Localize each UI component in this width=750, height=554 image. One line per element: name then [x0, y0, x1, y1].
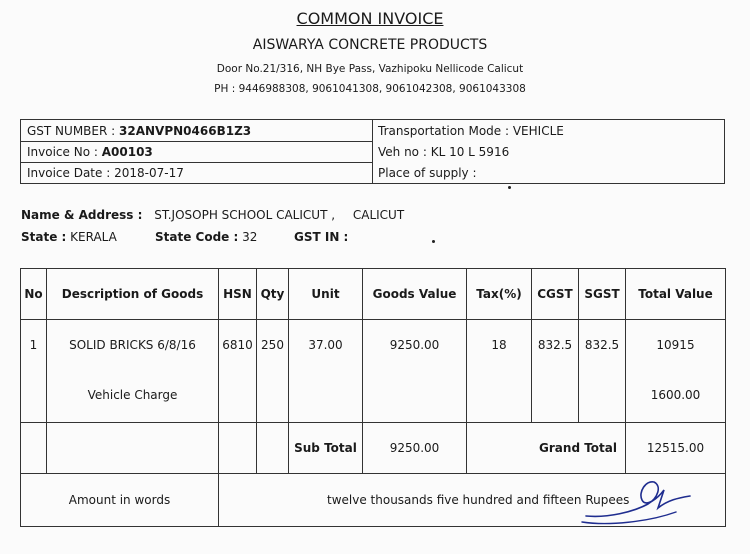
invoice-date: Invoice Date : 2018-07-17 — [27, 166, 184, 180]
state-label: State : — [21, 230, 67, 244]
state-value: KERALA — [70, 230, 117, 244]
invoice-header-box — [20, 119, 725, 184]
name-address-label: Name & Address : — [21, 208, 143, 222]
company-name: AISWARYA CONCRETE PRODUCTS — [252, 37, 488, 53]
gstin-info — [294, 230, 348, 244]
row-no: 1 — [29, 338, 38, 352]
sub-total-label: Sub Total — [289, 423, 363, 474]
company-address: Door No.21/316, NH Bye Pass, Vazhipoku Nellicode Calicut — [216, 63, 524, 75]
col-header-tax: Tax(%) — [467, 269, 532, 320]
row-tax: 18 — [491, 338, 507, 352]
gst-number-value: 32ANVPN0466B1Z3 — [119, 124, 252, 138]
table-row — [21, 320, 726, 423]
vehicle-number: Veh no : KL 10 L 5916 — [378, 145, 510, 159]
gst-number: GST NUMBER : 32ANVPN0466B1Z3 — [27, 124, 252, 138]
invoice-date-value: 2018-07-17 — [114, 166, 184, 180]
col-header-goods-value: Goods Value — [363, 269, 467, 320]
col-header-hsn: HSN — [219, 269, 257, 320]
state-code-value: 32 — [242, 230, 258, 244]
row-sgst: 832.5 — [584, 338, 620, 352]
row-cgst: 832.5 — [537, 338, 573, 352]
transport-mode-value: VEHICLE — [512, 124, 564, 138]
invoice-title: COMMON INVOICE — [296, 9, 444, 28]
col-header-total-value: Total Value — [626, 269, 726, 320]
state-info — [21, 230, 117, 244]
transport-mode: Transportation Mode : VEHICLE — [378, 124, 564, 138]
row-unit: 37.00 — [308, 338, 343, 352]
invoice-number-value: A00103 — [101, 145, 153, 159]
party-name-address — [21, 208, 404, 222]
vehicle-charge-value: 1600.00 — [650, 388, 701, 402]
signature — [578, 468, 698, 528]
col-header-qty: Qty — [257, 269, 289, 320]
state-code-info — [155, 230, 257, 244]
row-total: 10915 — [656, 338, 695, 352]
place-of-supply: Place of supply : — [378, 166, 477, 180]
amount-in-words-label: Amount in words — [21, 474, 219, 527]
grand-total-label: Grand Total — [467, 423, 626, 474]
party-city: CALICUT — [352, 208, 405, 222]
state-code-label: State Code : — [155, 230, 239, 244]
row-hsn: 6810 — [222, 338, 253, 352]
totals-row — [21, 423, 726, 474]
row-qty: 250 — [261, 338, 284, 352]
name-address-value: ST.JOSOPH SCHOOL CALICUT , — [154, 208, 336, 222]
sub-total-value: 9250.00 — [363, 423, 467, 474]
table-header-row — [21, 269, 726, 320]
grand-total-value: 12515.00 — [626, 423, 726, 474]
row-goods-value: 9250.00 — [389, 338, 440, 352]
vehicle-number-value: KL 10 L 5916 — [430, 145, 510, 159]
col-header-unit: Unit — [289, 269, 363, 320]
col-header-description: Description of Goods — [47, 269, 219, 320]
col-header-cgst: CGST — [532, 269, 579, 320]
gstin-label: GST IN : — [294, 230, 349, 244]
col-header-sgst: SGST — [579, 269, 626, 320]
amount-in-words-value: twelve thousands five hundred and fifteen Rupees — [219, 474, 726, 527]
row-description: SOLID BRICKS 6/8/16 — [69, 338, 196, 352]
vehicle-charge-label: Vehicle Charge — [87, 388, 178, 402]
company-phone: PH : 9446988308, 9061041308, 9061042308, 9061043308 — [214, 83, 526, 95]
col-header-no: No — [21, 269, 47, 320]
invoice-number: Invoice No : A00103 — [27, 145, 153, 159]
